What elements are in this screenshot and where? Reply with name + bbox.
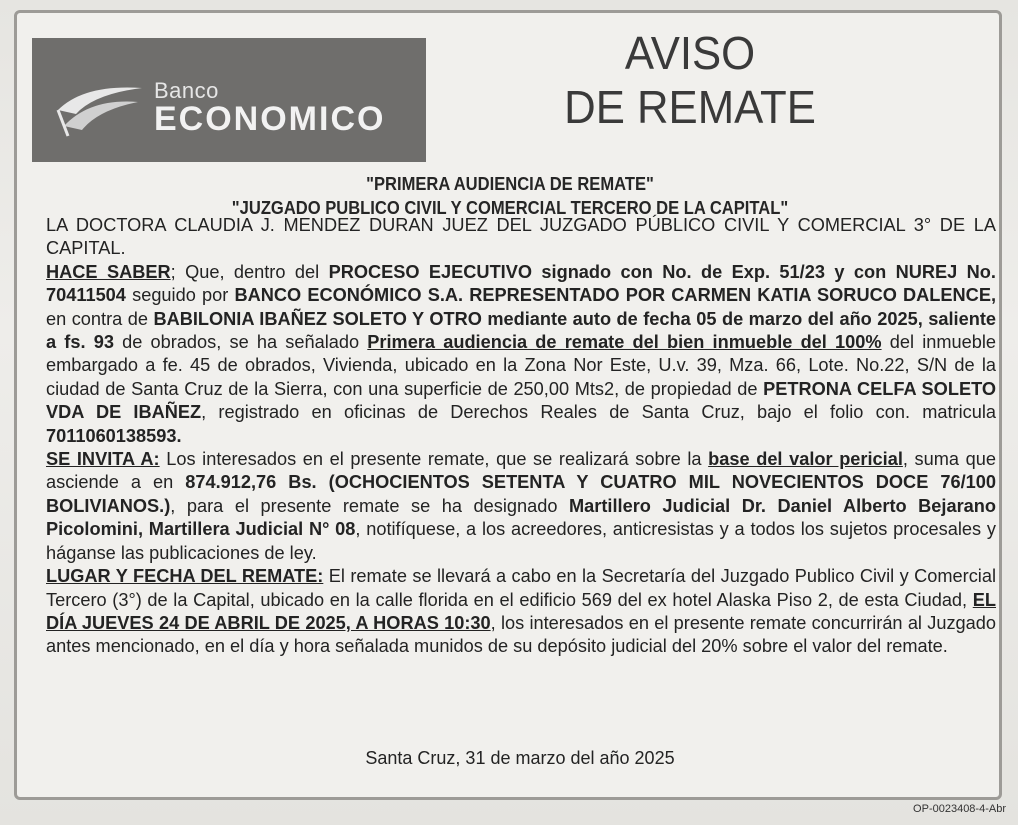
appraised-amount: 874.912,76 Bs. (OCHOCIENTOS SETENTA Y CUATRO MIL NOVECIENTOS DOCE 76/100 BOLIVIANOS.) bbox=[46, 472, 996, 516]
text-span: El remate se llevará a cabo en la Secretaría del Juzgado Publico Civil y Comercial Tercero (3°) de la Capital, ubicado en la calle florida en el edificio 569 del ex hotel Alaska Piso 2, de esta Ciudad, bbox=[46, 566, 996, 610]
logo-bank-name: ECONOMICO bbox=[154, 100, 386, 138]
text-span: , los interesados en el presente remate concurrirán al Juzgado antes mencionado, en el día y hora señalada munidos de su depósito judicial del 20% sobre el valor del remate. bbox=[46, 612, 997, 657]
notice-body bbox=[46, 214, 996, 659]
heading-audiencia: "PRIMERA AUDIENCIA DE REMATE" bbox=[366, 174, 654, 194]
text-span: Los interesados en el presente remate, que se realizará sobre la bbox=[159, 449, 709, 470]
text-span: , registrado en oficinas de Derechos Reales de Santa Cruz, bajo el folio con. matricula bbox=[201, 402, 997, 423]
text-span: ; Que, dentro del bbox=[170, 261, 329, 282]
lugar-paragraph bbox=[46, 565, 996, 659]
property-owner: PETRONA CELFA SOLETO VDA DE IBAÑEZ bbox=[46, 378, 996, 423]
intro-paragraph: LA DOCTORA CLAUDIA J. MENDEZ DURAN JUEZ DEL JUZGADO PÚBLICO CIVIL Y COMERCIAL 3° DE LA CAPITAL. bbox=[46, 215, 996, 259]
auction-date: EL DÍA JUEVES 24 DE ABRIL DE 2025, A HORAS 10:30 bbox=[46, 589, 996, 633]
text-span: , notifíquese, a los acreedores, anticresistas y a todos los sujetos procesales y háganse las publicaciones de ley. bbox=[46, 519, 997, 563]
property-description: del inmueble embargado a fe. 45 de obrados, Vivienda, ubicado en la Zona Nor Este, U.v. 39, Mza. 66, Lote. No.22, S/N de la ciudad de Santa Cruz de la Sierra, con una superficie de 250,00 Mts2, de propiedad de bbox=[46, 332, 997, 399]
defendant: BABILONIA IBAÑEZ SOLETO Y OTRO mediante auto de fecha 05 de marzo del año 2025, saliente a fs. 93 bbox=[46, 308, 996, 353]
text-span: de obrados, se ha señalado bbox=[113, 332, 368, 353]
text-span: en contra de bbox=[46, 308, 154, 329]
signature-line: Santa Cruz, 31 de marzo del año 2025 bbox=[365, 748, 675, 768]
registration-number: 7011060138593. bbox=[46, 425, 182, 446]
logo-banco-text: Banco bbox=[154, 78, 219, 103]
text-span: , suma que asciende a en bbox=[46, 449, 996, 493]
notice-title bbox=[548, 26, 833, 134]
base-value-label: base del valor pericial bbox=[708, 449, 903, 470]
hace-saber-label: HACE SABER bbox=[46, 261, 171, 282]
invita-label: SE INVITA A: bbox=[46, 449, 160, 470]
case-number: PROCESO EJECUTIVO signado con No. de Exp. 51/23 y con NUREJ No. 70411504 bbox=[46, 261, 996, 306]
text-span: seguido por bbox=[125, 285, 235, 306]
title-line-2: DE REMATE bbox=[564, 81, 816, 133]
text-span: , para el presente remate se ha designado bbox=[170, 495, 570, 516]
bank-logo bbox=[32, 38, 426, 162]
auctioneer: Martillero Judicial Dr. Daniel Alberto Bejarano Picolomini, Martillera Judicial N° 08 bbox=[46, 495, 996, 540]
heading-juzgado: "JUZGADO PUBLICO CIVIL Y COMERCIAL TERCERO DE LA CAPITAL" bbox=[231, 198, 789, 218]
auction-subject: Primera audiencia de remate del bien inmueble del 100% bbox=[367, 332, 882, 353]
publication-reference: OP-0023408-4-Abr bbox=[913, 803, 1006, 815]
invita-paragraph bbox=[46, 448, 996, 565]
plaintiff: BANCO ECONÓMICO S.A. REPRESENTADO POR CARMEN KATIA SORUCO DALENCE, bbox=[234, 285, 997, 306]
lugar-label: LUGAR Y FECHA DEL REMATE: bbox=[46, 566, 324, 587]
hace-saber-paragraph bbox=[46, 261, 996, 448]
bank-logo-icon bbox=[54, 80, 146, 140]
title-line-1: AVISO bbox=[624, 27, 756, 79]
